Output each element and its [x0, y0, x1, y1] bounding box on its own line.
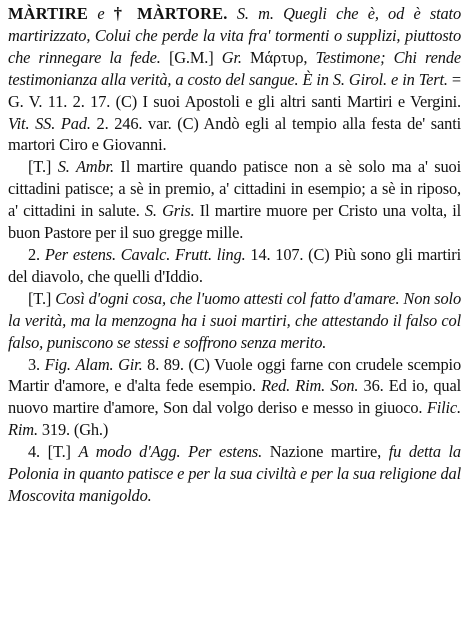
- etymology-tag: [G.M.]: [168, 47, 214, 67]
- sense-text-2: fu detta la Polonia in quanto patisce e per la sua civiltà e per la sua religione dal Moscovita manigoldo.: [8, 442, 461, 505]
- entry-main: [8, 3, 461, 156]
- sense-source-1: Alam. Gir.: [75, 354, 143, 374]
- sense-label: Fig.: [44, 354, 71, 374]
- note-tag: [T.]: [28, 288, 52, 308]
- headword-conjunction: e: [97, 4, 105, 23]
- tommaseo-note-2: [8, 288, 461, 354]
- headword: MÀRTIRE: [8, 4, 89, 23]
- sense-source: Cavalc. Frutt. ling.: [120, 244, 246, 264]
- sense-number: 4.: [28, 442, 40, 462]
- sense-number: 3.: [28, 354, 40, 374]
- sense-number: 2.: [28, 244, 40, 264]
- sense-text-1: Vuole oggi farne con crudele scempio Martir d'amore, e d'alta fede esempio.: [8, 354, 461, 396]
- sense-3: [8, 354, 461, 442]
- sense-text: Più sono gli martiri del diavolo, che quelli d'Iddio.: [8, 244, 461, 286]
- note-source-2: S. Gris.: [144, 201, 195, 221]
- part-of-speech: S. m.: [236, 4, 274, 23]
- citation-2-text: Andò egli al tempio alla festa de' santi martori Ciro e Giovanni.: [8, 113, 462, 155]
- note-text-2: Il martire muore per Cristo una volta, il buon Pastore per il suo gregge mille.: [8, 201, 462, 243]
- sense-2: [8, 244, 461, 288]
- citation-1-text: I suoi Apostoli e gli altri santi Martiri e Vergini.: [142, 91, 461, 111]
- note-source-1: S. Ambr.: [57, 157, 114, 177]
- sense-text-2: Ed io, qual nuovo martire d'amore, Son dal volgo deriso e messo in giuoco.: [8, 376, 462, 418]
- citation-1-reference: = G. V. 11. 2. 17. (C): [8, 69, 461, 111]
- note-tag: [T.]: [28, 157, 52, 177]
- sense-text-1: Nazione martire,: [269, 442, 382, 462]
- etymology-greek: Μάρτυρ,: [250, 47, 308, 67]
- note-text-1: Il martire quando patisce non a sè solo ma a' suoi cittadini patisce; a sè in premio, a' cittadini in esempio; a sè in riposo, a' cittadini in salute.: [8, 157, 462, 221]
- sense-label: Per estens.: [44, 244, 116, 264]
- definition: Quegli che è, od è stato martirizzato, Colui che perde la vita fra' tormenti o supplizi, piuttosto che rinnegare la fede.: [8, 4, 461, 67]
- sense-reference-2: 36.: [363, 376, 384, 396]
- sense-reference: 14. 107. (C): [250, 244, 330, 264]
- etymology-gloss: Testimone; Chi rende testimonianza alla verità, a costo del sangue. È in S. Girol. e in Tert.: [8, 47, 461, 89]
- sense-source-2: Red. Rim. Son.: [261, 376, 359, 396]
- tommaseo-note-1: [8, 156, 461, 244]
- sense-reference-3: 319. (Gh.): [41, 420, 109, 440]
- headword-variant: † MÀRTORE.: [113, 4, 228, 23]
- sense-4: [8, 441, 461, 507]
- etymology-language: Gr.: [221, 47, 242, 67]
- sense-reference-1: 8. 89. (C): [147, 354, 210, 374]
- sense-label: A modo d'Agg. Per estens.: [78, 442, 263, 462]
- sense-source-3: Filic. Rim.: [8, 398, 462, 440]
- citation-2-reference: 2. 246. var. (C): [96, 113, 199, 133]
- citation-2-source: Vit. SS. Pad.: [8, 113, 91, 133]
- note-text: Così d'ogni cosa, che l'uomo attesti col fatto d'amare. Non solo la verità, ma la menzogna ha i suoi martiri, che attestando il falso col falso, puniscono se stessi e soffrono senza merito.: [8, 288, 461, 352]
- note-tag: [T.]: [47, 442, 71, 462]
